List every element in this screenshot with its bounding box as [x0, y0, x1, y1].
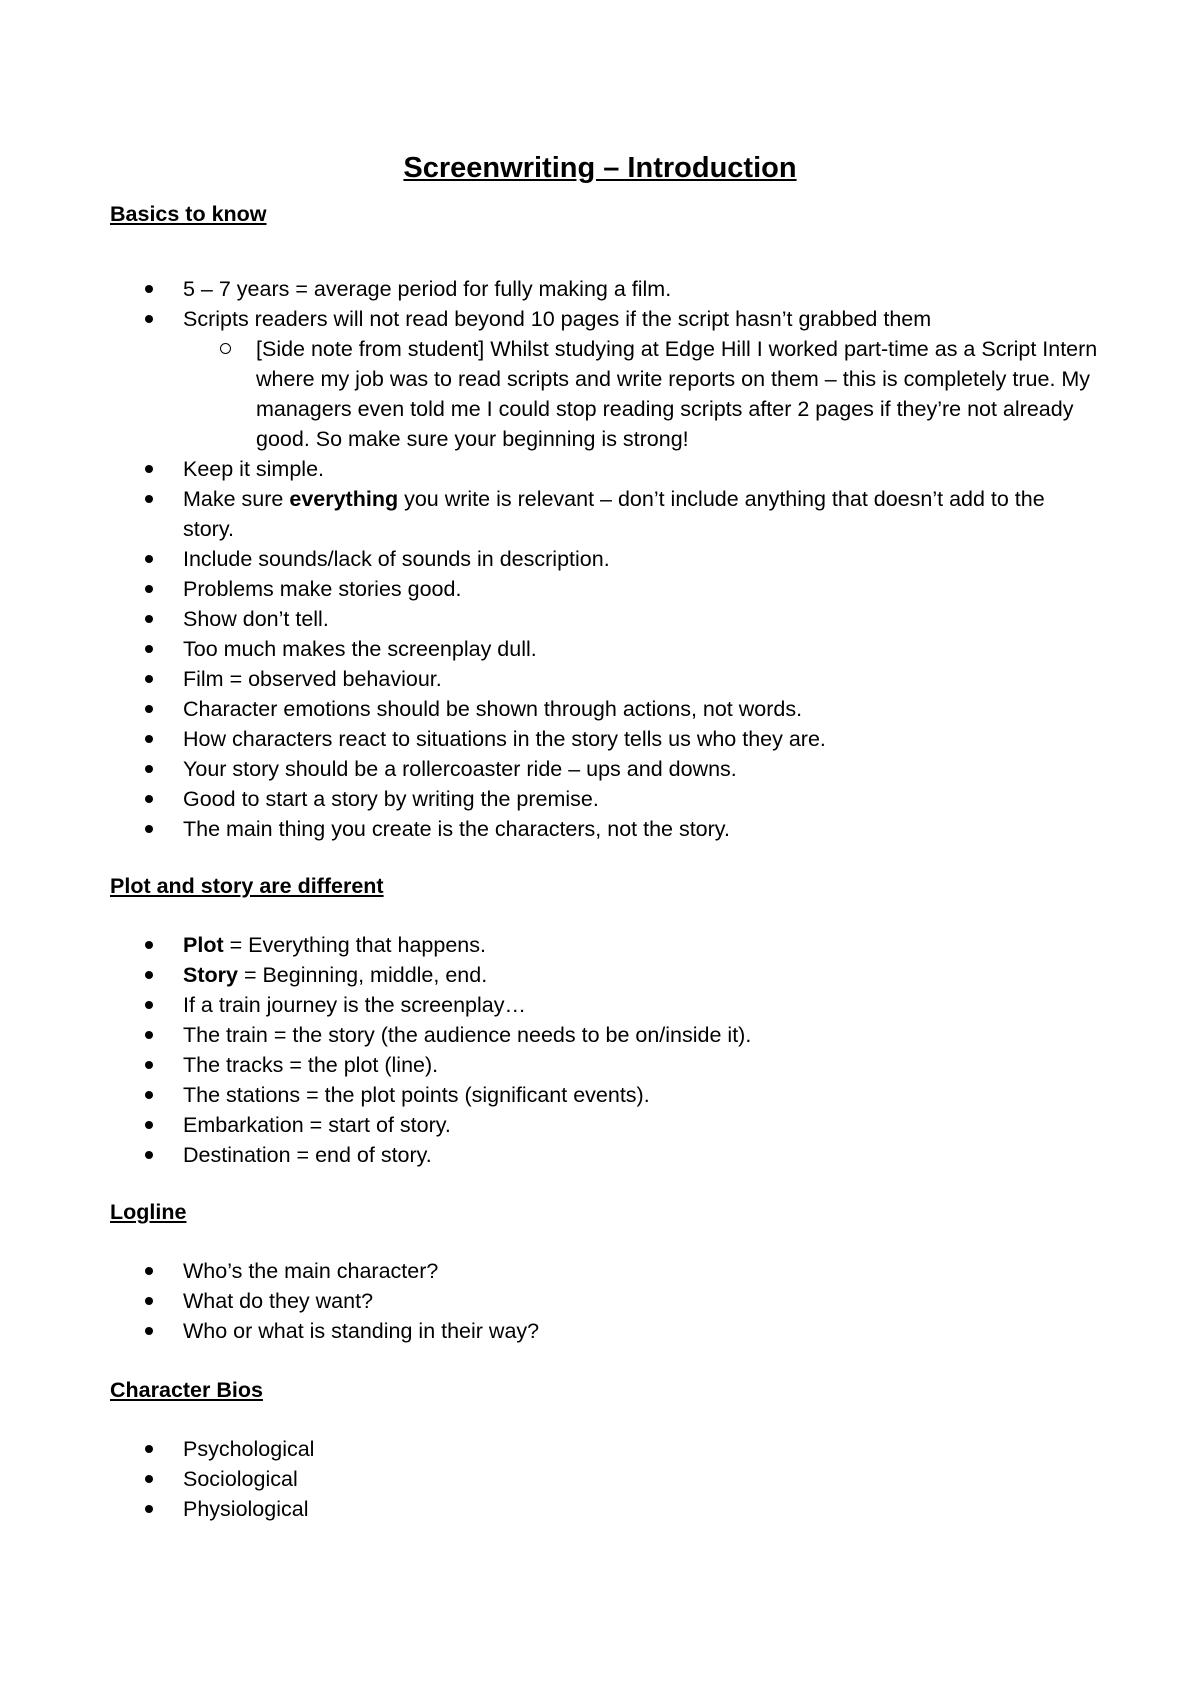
list-item: Good to start a story by writing the premise. — [0, 784, 1200, 814]
heading-plot: Plot and story are different — [110, 874, 384, 898]
list-item: What do they want? — [0, 1286, 1200, 1316]
bullet-icon — [145, 1297, 153, 1305]
list-item: Too much makes the screenplay dull. — [0, 634, 1200, 664]
bullet-icon — [145, 735, 153, 743]
list-item: Scripts readers will not read beyond 10 pages if the script hasn’t grabbed them — [0, 304, 1200, 334]
list-item: Destination = end of story. — [0, 1140, 1200, 1170]
heading-character-bios: Character Bios — [110, 1378, 263, 1402]
list-item: Story = Beginning, middle, end. — [0, 960, 1200, 990]
list-item: Psychological — [0, 1434, 1200, 1464]
list-item: Plot = Everything that happens. — [0, 930, 1200, 960]
bullet-icon — [145, 1327, 153, 1335]
bullet-icon — [145, 1091, 153, 1099]
bullet-icon — [145, 765, 153, 773]
list-item: 5 – 7 years = average period for fully making a film. — [0, 274, 1200, 304]
bullet-icon — [145, 1267, 153, 1275]
list-item: The tracks = the plot (line). — [0, 1050, 1200, 1080]
bullet-icon — [145, 645, 153, 653]
bullet-icon — [145, 675, 153, 683]
bullet-icon — [145, 585, 153, 593]
list-item: If a train journey is the screenplay… — [0, 990, 1200, 1020]
bullet-icon — [145, 971, 153, 979]
bios-list — [0, 1434, 1200, 1524]
heading-basics: Basics to know — [110, 202, 267, 226]
bullet-icon — [145, 315, 153, 323]
bullet-icon — [145, 465, 153, 473]
bullet-icon — [145, 941, 153, 949]
list-item: Keep it simple. — [0, 454, 1200, 484]
list-item: Your story should be a rollercoaster ride – ups and downs. — [0, 754, 1200, 784]
bullet-icon — [145, 1061, 153, 1069]
list-item: Sociological — [0, 1464, 1200, 1494]
bullet-icon — [145, 555, 153, 563]
list-item: How characters react to situations in the story tells us who they are. — [0, 724, 1200, 754]
bullet-icon — [145, 1031, 153, 1039]
list-item: Make sure everything you write is relevant – don’t include anything that doesn’t add to the story. — [0, 484, 1200, 544]
list-item: Who or what is standing in their way? — [0, 1316, 1200, 1346]
list-item: The main thing you create is the characters, not the story. — [0, 814, 1200, 844]
hollow-bullet-icon — [220, 343, 231, 354]
list-item: Include sounds/lack of sounds in description. — [0, 544, 1200, 574]
bullet-icon — [145, 1001, 153, 1009]
page-title: Screenwriting – Introduction — [403, 152, 797, 184]
plot-list — [0, 930, 1200, 1170]
bullet-icon — [145, 1151, 153, 1159]
list-item: The stations = the plot points (significant events). — [0, 1080, 1200, 1110]
list-item: Show don’t tell. — [0, 604, 1200, 634]
bullet-icon — [145, 795, 153, 803]
bullet-icon — [145, 1445, 153, 1453]
bullet-icon — [145, 1475, 153, 1483]
bullet-icon — [145, 285, 153, 293]
bullet-icon — [145, 1121, 153, 1129]
list-item: Film = observed behaviour. — [0, 664, 1200, 694]
bullet-icon — [145, 705, 153, 713]
heading-logline: Logline — [110, 1200, 187, 1224]
bullet-icon — [145, 1505, 153, 1513]
list-item: Embarkation = start of story. — [0, 1110, 1200, 1140]
list-item: The train = the story (the audience needs to be on/inside it). — [0, 1020, 1200, 1050]
list-item: Physiological — [0, 1494, 1200, 1524]
bullet-icon — [145, 495, 153, 503]
list-item: Problems make stories good. — [0, 574, 1200, 604]
list-item: Who’s the main character? — [0, 1256, 1200, 1286]
emphasis-everything: everything — [289, 487, 399, 511]
basics-list — [0, 274, 1200, 844]
logline-list — [0, 1256, 1200, 1346]
list-item: Character emotions should be shown through actions, not words. — [0, 694, 1200, 724]
sub-list-item: [Side note from student] Whilst studying at Edge Hill I worked part-time as a Script Intern where my job was to read scripts and write reports on them – this is completely true. My managers even told me I could stop reading scripts after 2 pages if they’re not already good. So make sure your beginning is strong! — [0, 334, 1200, 454]
bullet-icon — [145, 825, 153, 833]
bullet-icon — [145, 615, 153, 623]
